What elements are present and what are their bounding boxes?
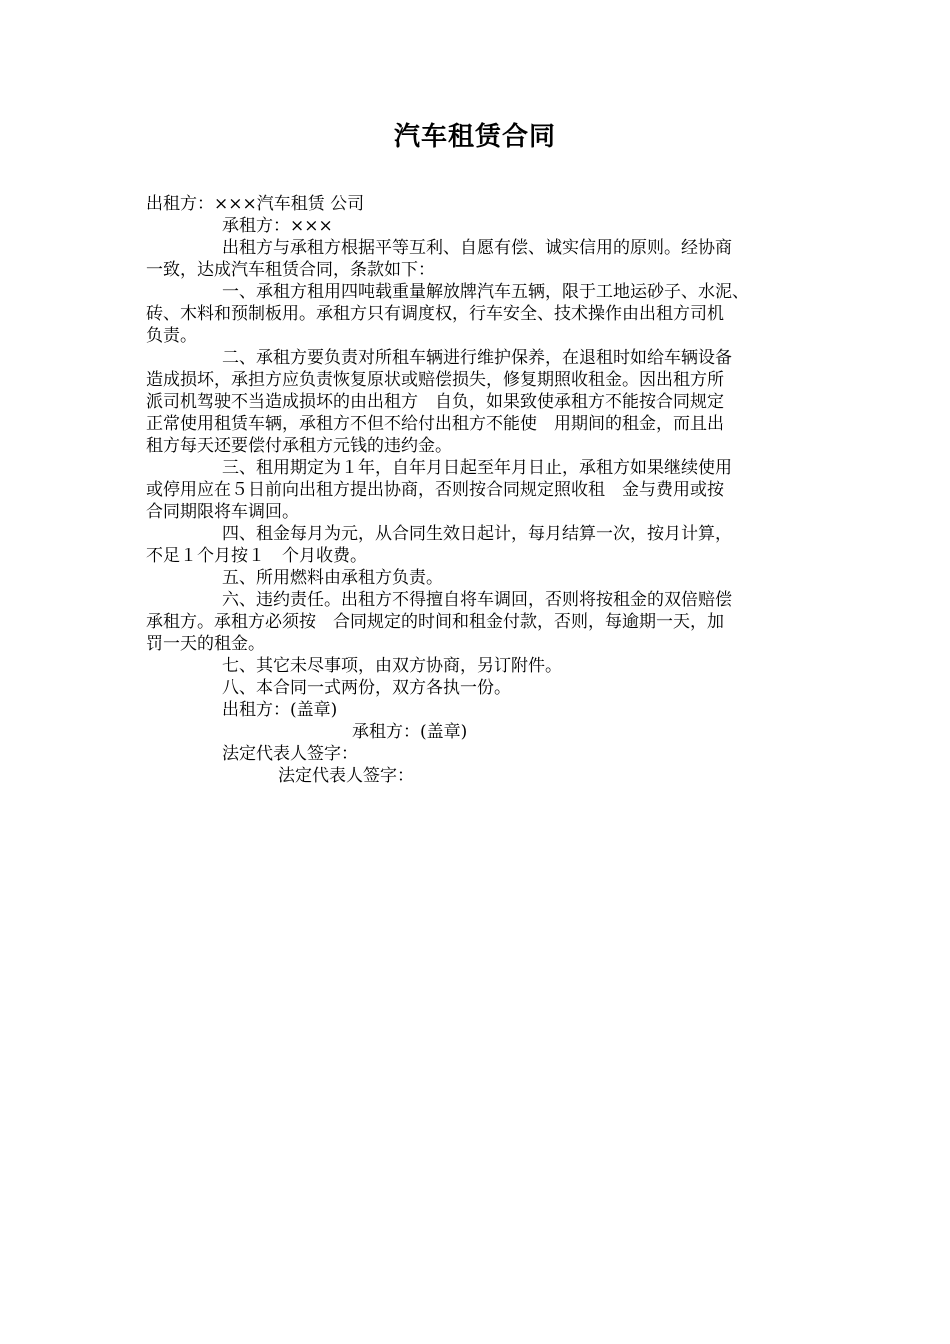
lessor-signature-line: 法定代表人签字： bbox=[222, 744, 358, 764]
clause-2-line: 租方每天还要偿付承租方元钱的违约金。 bbox=[146, 436, 452, 456]
clause-4-line: 不足１个月按１ 个月收费。 bbox=[146, 546, 367, 566]
lessee-line: 承租方：××× bbox=[222, 216, 333, 236]
clause-3-line: 合同期限将车调回。 bbox=[146, 502, 299, 522]
clause-2-line: 正常使用租赁车辆，承租方不但不给付出租方不能使 用期间的租金，而且出 bbox=[146, 414, 724, 434]
document-title: 汽车租赁合同 bbox=[393, 122, 556, 152]
lessee-seal-line: 承租方：(盖章) bbox=[352, 722, 468, 742]
lessor-seal-line: 出租方：(盖章) bbox=[222, 700, 338, 720]
clause-2-line: 造成损坏，承担方应负责恢复原状或赔偿损失，修复期照收租金。因出租方所 bbox=[146, 370, 724, 390]
clause-3-line: 三、租用期定为１年，自年月日起至年月日止，承租方如果继续使用 bbox=[222, 458, 732, 478]
clause-1-line: 砖、木料和预制板用。承租方只有调度权，行车安全、技术操作由出租方司机 bbox=[146, 304, 724, 324]
clause-8-line: 八、本合同一式两份，双方各执一份。 bbox=[222, 678, 511, 698]
clause-1-line: 负责。 bbox=[146, 326, 197, 346]
clause-3-line: 或停用应在５日前向出租方提出协商，否则按合同规定照收租 金与费用或按 bbox=[146, 480, 724, 500]
clause-2-line: 派司机驾驶不当造成损坏的由出租方 自负，如果致使承租方不能按合同规定 bbox=[146, 392, 724, 412]
lessee-signature-line: 法定代表人签字： bbox=[278, 766, 414, 786]
document-body bbox=[146, 193, 810, 787]
clause-4-line: 四、租金每月为元，从合同生效日起计，每月结算一次，按月计算， bbox=[222, 524, 732, 544]
clause-5-line: 五、所用燃料由承租方负责。 bbox=[222, 568, 443, 588]
paragraph-line: 出租方与承租方根据平等互利、自愿有偿、诚实信用的原则。经协商 bbox=[222, 238, 732, 258]
clause-6-line: 承租方。承租方必须按 合同规定的时间和租金付款，否则，每逾期一天，加 bbox=[146, 612, 724, 632]
clause-7-line: 七、其它未尽事项，由双方协商，另订附件。 bbox=[222, 656, 562, 676]
lessor-line: 出租方：×××汽车租赁 公司 bbox=[146, 194, 365, 214]
clause-2-line: 二、承租方要负责对所租车辆进行维护保养，在退租时如给车辆设备 bbox=[222, 348, 732, 368]
paragraph-line: 一致，达成汽车租赁合同，条款如下： bbox=[146, 260, 435, 280]
clause-6-line: 六、违约责任。出租方不得擅自将车调回，否则将按租金的双倍赔偿 bbox=[222, 590, 732, 610]
clause-1-line: 一、承租方租用四吨载重量解放牌汽车五辆，限于工地运砂子、水泥、 bbox=[222, 282, 749, 302]
clause-6-line: 罚一天的租金。 bbox=[146, 634, 265, 654]
